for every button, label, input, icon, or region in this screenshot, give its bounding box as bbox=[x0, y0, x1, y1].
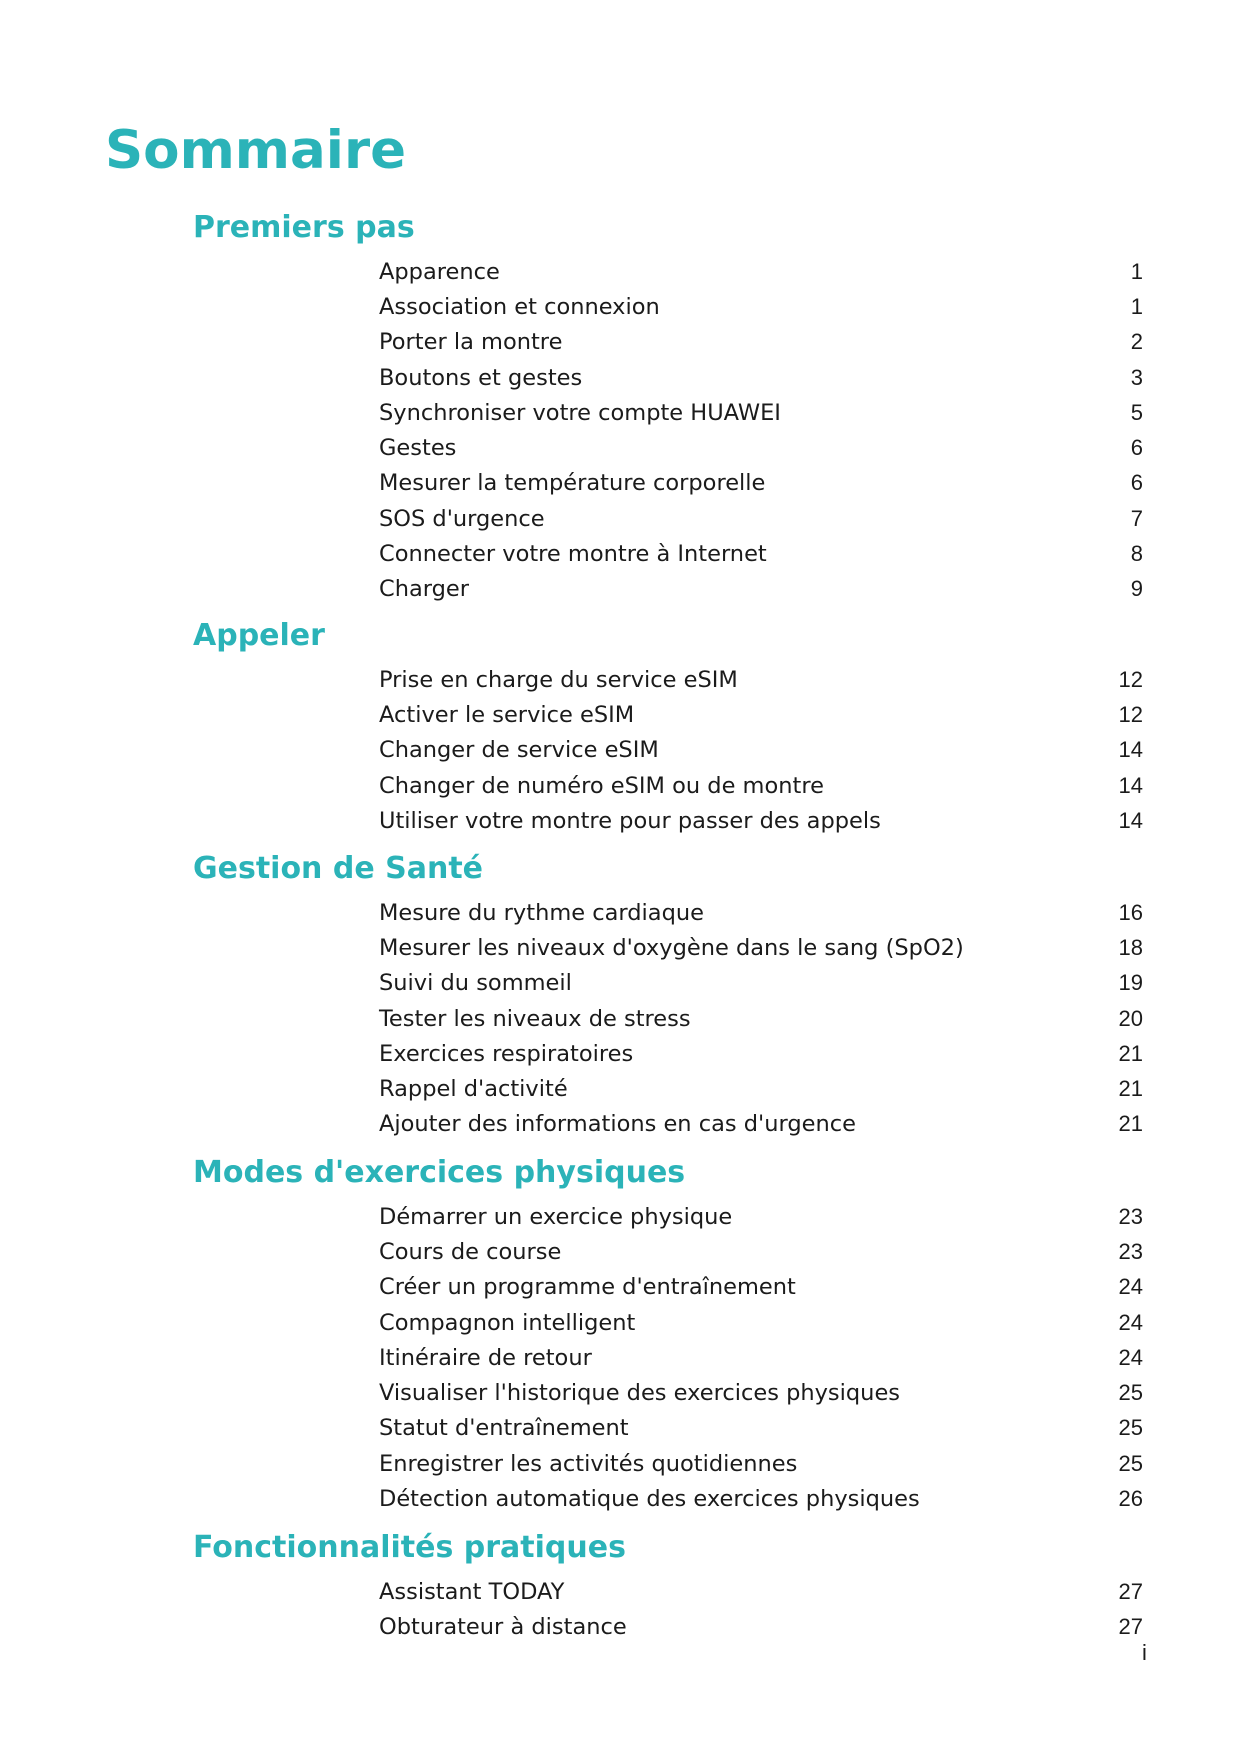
toc-entry[interactable] bbox=[193, 930, 1143, 965]
toc-entry[interactable] bbox=[193, 325, 1143, 360]
toc-entry[interactable] bbox=[193, 1270, 1143, 1305]
entry-label: Association et connexion bbox=[379, 293, 660, 320]
entry-page-number: 24 bbox=[1118, 1344, 1143, 1370]
entry-label: Activer le service eSIM bbox=[379, 701, 635, 728]
entry-label: Mesure du rythme cardiaque bbox=[379, 899, 704, 926]
entry-page-number: 19 bbox=[1118, 970, 1143, 996]
entry-label: Cours de course bbox=[379, 1238, 562, 1265]
toc-entry[interactable] bbox=[193, 1446, 1143, 1481]
toc-entry[interactable] bbox=[193, 895, 1143, 930]
toc-entry[interactable] bbox=[193, 1481, 1143, 1516]
section-heading: Fonctionnalités pratiques bbox=[193, 1530, 626, 1565]
toc-entry[interactable] bbox=[193, 1340, 1143, 1375]
entry-page-number: 1 bbox=[1130, 293, 1143, 319]
toc-entry[interactable] bbox=[193, 466, 1143, 501]
entry-label: Changer de numéro eSIM ou de montre bbox=[379, 772, 824, 799]
entry-list bbox=[193, 662, 1143, 838]
page-title: Sommaire bbox=[105, 120, 407, 181]
toc-entry[interactable] bbox=[193, 254, 1143, 289]
entry-page-number: 16 bbox=[1118, 899, 1143, 925]
entry-label: Synchroniser votre compte HUAWEI bbox=[379, 399, 781, 426]
toc-entry[interactable] bbox=[193, 572, 1143, 607]
entry-label: Créer un programme d'entraînement bbox=[379, 1274, 796, 1301]
toc-entry[interactable] bbox=[193, 1036, 1143, 1071]
entry-label: Tester les niveaux de stress bbox=[379, 1005, 691, 1032]
entry-label: Changer de service eSIM bbox=[379, 737, 659, 764]
section-heading: Premiers pas bbox=[193, 210, 415, 245]
entry-list bbox=[193, 254, 1143, 607]
entry-page-number: 2 bbox=[1130, 329, 1143, 355]
toc-section-fonctionnalites bbox=[193, 1526, 1143, 1645]
section-heading: Appeler bbox=[193, 618, 325, 653]
entry-label: Itinéraire de retour bbox=[379, 1344, 592, 1371]
entry-label: Gestes bbox=[379, 435, 457, 462]
toc-entry[interactable] bbox=[193, 697, 1143, 732]
toc-entry[interactable] bbox=[193, 768, 1143, 803]
entry-page-number: 12 bbox=[1118, 701, 1143, 727]
section-heading: Gestion de Santé bbox=[193, 851, 484, 886]
entry-label: Statut d'entraînement bbox=[379, 1415, 629, 1442]
entry-label: Ajouter des informations en cas d'urgence bbox=[379, 1111, 856, 1138]
entry-list bbox=[193, 1199, 1143, 1517]
entry-page-number: 5 bbox=[1130, 399, 1143, 425]
entry-label: Détection automatique des exercices physiques bbox=[379, 1486, 920, 1513]
entry-label: SOS d'urgence bbox=[379, 505, 545, 532]
toc-entry[interactable] bbox=[193, 536, 1143, 571]
entry-label: Rappel d'activité bbox=[379, 1076, 568, 1103]
toc-section-appeler bbox=[193, 614, 1143, 838]
toc-entry[interactable] bbox=[193, 1001, 1143, 1036]
toc-entry[interactable] bbox=[193, 966, 1143, 1001]
toc-entry[interactable] bbox=[193, 803, 1143, 838]
entry-label: Démarrer un exercice physique bbox=[379, 1203, 733, 1230]
entry-page-number: 27 bbox=[1118, 1613, 1143, 1639]
entry-page-number: 27 bbox=[1118, 1578, 1143, 1604]
entry-page-number: 20 bbox=[1118, 1005, 1143, 1031]
toc-entry[interactable] bbox=[193, 1071, 1143, 1106]
entry-page-number: 3 bbox=[1130, 364, 1143, 390]
entry-label: Charger bbox=[379, 576, 469, 603]
entry-label: Obturateur à distance bbox=[379, 1613, 627, 1640]
entry-page-number: 25 bbox=[1118, 1450, 1143, 1476]
entry-label: Visualiser l'historique des exercices physiques bbox=[379, 1380, 901, 1407]
toc-section-premiers-pas bbox=[193, 206, 1143, 607]
entry-list bbox=[193, 895, 1143, 1142]
toc-entry[interactable] bbox=[193, 395, 1143, 430]
entry-list bbox=[193, 1574, 1143, 1645]
toc-entry[interactable] bbox=[193, 1234, 1143, 1269]
toc-entry[interactable] bbox=[193, 1375, 1143, 1410]
entry-page-number: 24 bbox=[1118, 1309, 1143, 1335]
entry-label: Enregistrer les activités quotidiennes bbox=[379, 1450, 798, 1477]
toc-entry[interactable] bbox=[193, 360, 1143, 395]
entry-page-number: 26 bbox=[1118, 1486, 1143, 1512]
toc-entry[interactable] bbox=[193, 501, 1143, 536]
entry-label: Connecter votre montre à Internet bbox=[379, 541, 767, 568]
entry-page-number: 23 bbox=[1118, 1203, 1143, 1229]
entry-label: Mesurer les niveaux d'oxygène dans le sang (SpO2) bbox=[379, 934, 964, 961]
entry-page-number: 25 bbox=[1118, 1380, 1143, 1406]
entry-page-number: 7 bbox=[1130, 505, 1143, 531]
entry-page-number: 6 bbox=[1130, 435, 1143, 461]
entry-page-number: 14 bbox=[1118, 772, 1143, 798]
entry-page-number: 9 bbox=[1130, 576, 1143, 602]
entry-page-number: 21 bbox=[1118, 1111, 1143, 1137]
entry-label: Mesurer la température corporelle bbox=[379, 470, 766, 497]
entry-page-number: 24 bbox=[1118, 1274, 1143, 1300]
entry-page-number: 14 bbox=[1118, 807, 1143, 833]
toc-section-gestion-sante bbox=[193, 847, 1143, 1142]
section-heading: Modes d'exercices physiques bbox=[193, 1155, 686, 1190]
toc-entry[interactable] bbox=[193, 1305, 1143, 1340]
entry-page-number: 18 bbox=[1118, 934, 1143, 960]
entry-page-number: 14 bbox=[1118, 737, 1143, 763]
toc-section-modes-exercices bbox=[193, 1151, 1143, 1517]
toc-entry[interactable] bbox=[193, 289, 1143, 324]
entry-page-number: 8 bbox=[1130, 541, 1143, 567]
toc-entry[interactable] bbox=[193, 1574, 1143, 1609]
entry-label: Porter la montre bbox=[379, 329, 563, 356]
toc-entry[interactable] bbox=[193, 1609, 1143, 1644]
entry-page-number: 25 bbox=[1118, 1415, 1143, 1441]
entry-label: Exercices respiratoires bbox=[379, 1040, 634, 1067]
page-number: i bbox=[1142, 1640, 1147, 1665]
entry-label: Boutons et gestes bbox=[379, 364, 583, 391]
toc-entry[interactable] bbox=[193, 1411, 1143, 1446]
toc-entry[interactable] bbox=[193, 1107, 1143, 1142]
entry-page-number: 23 bbox=[1118, 1238, 1143, 1264]
entry-page-number: 21 bbox=[1118, 1040, 1143, 1066]
entry-page-number: 6 bbox=[1130, 470, 1143, 496]
entry-label: Assistant TODAY bbox=[379, 1578, 565, 1605]
entry-page-number: 21 bbox=[1118, 1076, 1143, 1102]
entry-label: Suivi du sommeil bbox=[379, 970, 572, 997]
entry-label: Compagnon intelligent bbox=[379, 1309, 636, 1336]
entry-label: Prise en charge du service eSIM bbox=[379, 666, 738, 693]
toc-entry[interactable] bbox=[193, 733, 1143, 768]
entry-label: Apparence bbox=[379, 258, 500, 285]
entry-page-number: 12 bbox=[1118, 666, 1143, 692]
toc-entry[interactable] bbox=[193, 662, 1143, 697]
entry-label: Utiliser votre montre pour passer des appels bbox=[379, 807, 881, 834]
toc-entry[interactable] bbox=[193, 430, 1143, 465]
entry-page-number: 1 bbox=[1130, 258, 1143, 284]
toc-entry[interactable] bbox=[193, 1199, 1143, 1234]
